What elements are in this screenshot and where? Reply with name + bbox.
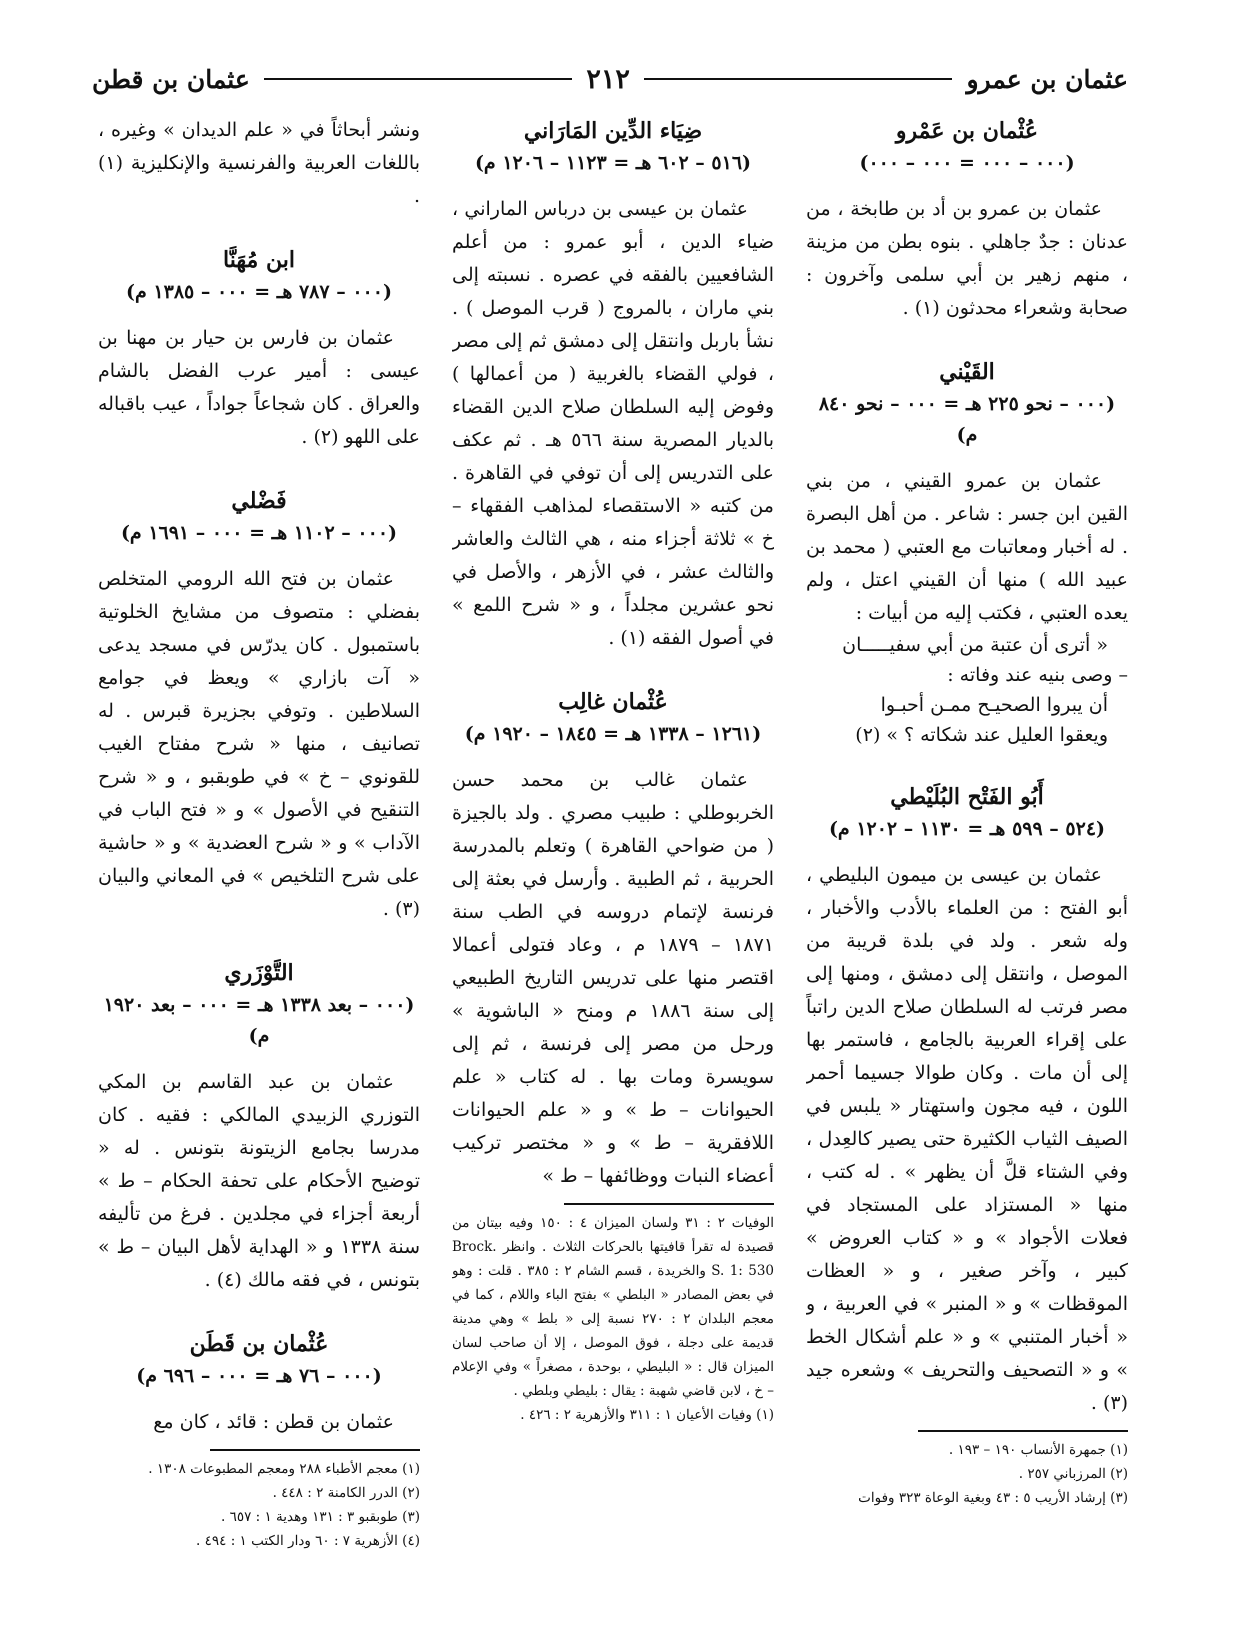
entry-title: أَبُو الفَتْح البُلَيْطي [890,784,1044,810]
entry-body: عثمان بن عمرو بن أد بن طابخة ، من عدنان : جدٌ جاهلي . بنوه بطن من مزينة ، منهم زهير بن أبي سلمى وآخرون : صحابة وشعراء محدثون (١) . [806,198,1128,319]
footnote: (٢) المرزباني ٢٥٧ . [1018,1466,1128,1482]
entry-body: عثمان بن فتح الله الرومي المتخلص بفضلي : متصوف من مشايخ الخلوتية باستمبول . كان يدرّس في مسجد يدعى « آت بازاري » ويعظ في جوامع السلاطين . وتوفي بجزيرة قبرس . له تصانيف ، منها « شرح مفتاح الغيب للقونوي – خ » في طوبقبو ، و « شرح التنقيح في الأصول » و « فتح الباب في الآداب » و « شرح العضدية » و « حاشية على شرح التلخيص » في المعاني والبيان (٣) . [98,568,420,920]
footnote: (١) وفيات الأعيان ١ : ٣١١ والأزهرية ٢ : ٤٢٦ . [520,1407,774,1423]
entry-dates: (٥٢٤ – ٥٩٩ هـ = ١١٣٠ – ١٢٠٢ م) [828,818,1106,840]
entry-dates: (٠٠٠ – ٠٠٠ = ٠٠٠ – ٠٠٠) [859,152,1075,174]
verse-line: أن يبروا الصحيـح ممـن أحبـوا [880,694,1108,716]
entry-dates: (١٢٦١ – ١٣٣٨ هـ = ١٨٤٥ – ١٩٢٠ م) [464,723,762,745]
page-number: ٢١٢ [586,63,630,95]
entry-dates: (٠٠٠ – بعد ١٣٣٨ هـ = ٠٠٠ – بعد ١٩٢٠ م) [103,994,415,1047]
entry-body: عثمان بن عيسى بن درباس الماراني ، ضياء الدين ، أبو عمرو : من أعلم الشافعيين بالفقه في عصره . نسبته إلى بني ماران ، بالمروج ( قرب الموصل ) . نشأ باربل وانتقل إلى دمشق ثم إلى مصر ، فولي القضاء بالغربية ( من أعمالها ) وفوض إليه السلطان صلاح الدين القضاء بالديار المصرية سنة ٥٦٦ هـ . ثم عكف على التدريس إلى أن توفي في القاهرة . من كتبه « الاستقصاء لمذاهب الفقهاء – خ » ثلاثة أجزاء منه ، هي الثالث والعاشر والثالث عشر ، في الأزهر ، والأصل في نحو عشرين مجلداً ، و « شرح اللمع » في أصول الفقه (١) . [452,198,774,649]
header-rule-right [644,78,953,80]
footnote: (٤) الأزهرية ٧ : ٦٠ ودار الكتب ١ : ٤٩٤ . [196,1533,420,1549]
entry-dates: (٠٠٠ – ٧٦ هـ = ٠٠٠ – ٦٩٦ م) [136,1365,382,1387]
entry-title: فَضْلي [231,488,287,514]
entry-dates: (٠٠٠ – ٧٨٧ هـ = ٠٠٠ – ١٣٨٥ م) [126,281,392,303]
footnote: (١) معجم الأطباء ٢٨٨ ومعجم المطبوعات ١٣٠٨ . [148,1461,420,1477]
entry-title: التَّوْزَري [224,960,294,986]
footnote-rule [918,1430,1128,1432]
footnote: (٣) إرشاد الأريب ٥ : ٤٣ وبغية الوعاة ٣٢٣ وفوات [858,1490,1128,1506]
entry-body: عثمان بن عبد القاسم بن المكي التوزري الزبيدي المالكي : فقيه . كان مدرسا بجامع الزيتونة بتونس . له « توضيح الأحكام على تحفة الحكام – ط » أربعة أجزاء في مجلدين . فرغ من تأليفه سنة ١٣٣٨ و « الهداية لأهل البيان – ط » بتونس ، في فقه مالك (٤) . [98,1071,420,1291]
entry-body: عثمان بن عيسى بن ميمون البليطي ، أبو الفتح : من العلماء بالأدب والأخبار ، وله شعر . ولد في بلدة قريبة من الموصل ، وانتقل إلى دمشق ، ومنها إلى مصر فرتب له السلطان صلاح الدين راتباً على إقراء العربية بالجامع ، فاستمر بها إلى أن مات . وكان طوالا جسيما أحمر اللون ، فيه مجون واستهتار « يلبس في الصيف الثياب الكثيرة حتى يصير كالعِدل ، وفي الشتاء قلَّ أن يظهر » . له كتب ، منها « المستزاد على المستجاد في فعلات الأجواد » و « كتاب العروض » كبير ، وآخر صغير ، و « العظات الموقظات » و « المنبر » في العربية ، و « أخبار المتنبي » و « علم أشكال الخط » و « التصحيف والتحريف » وشعره جيد (٣) . [806,864,1128,1414]
verse-line: « أترى أن عتبة من أبي سفيـــــان [842,634,1108,656]
entry-title: ضِيَاء الدِّين المَارَاني [523,118,703,144]
entry-dates: (٠٠٠ – نحو ٢٢٥ هـ = ٠٠٠ – نحو ٨٤٠ م) [818,393,1116,446]
footnote: (١) جمهرة الأنساب ١٩٠ – ١٩٣ . [948,1442,1128,1458]
entry-body: عثمان بن عمرو القيني ، من بني القين ابن جسر : شاعر . من أهل البصرة . له أخبار ومعاتبات مع العتبي ( محمد بن عبيد الله ) منها أن القيني اعتل ، ولم يعده العتبي ، فكتب إليه من أبيات : [806,470,1128,624]
footnote-rule [564,1203,774,1205]
entry-title: عُثْمان غالِب [558,689,668,715]
entry-body: عثمان غالب بن محمد حسن الخربوطلي : طبيب مصري . ولد بالجيزة ( من ضواحي القاهرة ) وتعلم بالمدرسة الحربية ، ثم الطبية . وأرسل في بعثة إلى فرنسة لإتمام دروسه في الطب سنة ١٨٧١ – ١٨٧٩ م ، وعاد فتولى أعمالا اقتصر منها على تدريس التاريخ الطبيعي إلى سنة ١٨٨٦ م ومنح « الباشوية » ورحل من مصر إلى فرنسة ، ثم إلى سويسرة ومات بها . له كتاب « علم الحيوانات – ط » و « علم الحيوانات اللافقرية – ط » و « مختصر تركيب أعضاء النبات ووظائفها – ط » [452,769,774,1187]
entry-title: القَيْني [939,359,995,385]
page-header [92,58,1128,100]
header-left-title: عثمان بن قطن [91,64,250,94]
verse-line: ويعقوا العليل عند شكاته ؟ » (٢) [855,724,1108,746]
column-middle [452,114,774,1619]
footnote: الوفيات ٢ : ٣١ ولسان الميزان ٤ : ١٥٠ وفيه بيتان من قصيدة له تقرأ قافيتها بالحركات الثلاث . وانظر Brock. S. 1: 530 والخريدة ، قسم الشام ٢ : ٣٨٥ . قلت : وهو في بعض المصادر « البلطي » بفتح الباء واللام ، كما في معجم البلدان ٢ : ٢٧٠ نسبة إلى « بلط » وهي مدينة قديمة على دجلة ، فوق الموصل ، إلا أن صاحب لسان الميزان قال : « البليطي ، بوحدة ، مصغراً » وفي الإعلام – خ ، لابن قاضي شهبة : يقال : بليطي وبلطي . [452,1215,774,1399]
footnote: (٢) الدرر الكامنة ٢ : ٤٤٨ . [272,1485,420,1501]
header-rule-left [264,78,573,80]
verse-line: – وصى بنيه عند وفاته : [947,664,1128,686]
column-left [98,114,420,1619]
header-right-title: عثمان بن عمرو [966,64,1128,94]
entry-title: عُثْمان بن قَطَن [189,1331,329,1357]
footnote-rule [210,1449,420,1451]
entry-body: عثمان بن فارس بن حيار بن مهنا بن عيسى : أمير عرب الفضل بالشام والعراق . كان شجاعاً جواداً ، عيب باقباله على اللهو (٢) . [98,327,420,448]
entry-dates: (٥١٦ – ٦٠٢ هـ = ١١٢٣ – ١٢٠٦ م) [474,152,752,174]
entry-title: عُثْمان بن عَمْرو [895,118,1039,144]
column-right [806,114,1128,1619]
continued-text: ونشر أبحاثاً في « علم الديدان » وغيره ، باللغات العربية والفرنسية والإنكليزية (١) . [98,119,420,207]
entry-dates: (٠٠٠ – ١١٠٢ هـ = ٠٠٠ – ١٦٩١ م) [120,522,398,544]
entry-body: عثمان بن قطن : قائد ، كان مع [153,1411,394,1433]
entry-title: ابن مُهَنَّا [223,247,295,273]
footnote: (٣) طوبقبو ٣ : ١٣١ وهدية ١ : ٦٥٧ . [221,1509,420,1525]
